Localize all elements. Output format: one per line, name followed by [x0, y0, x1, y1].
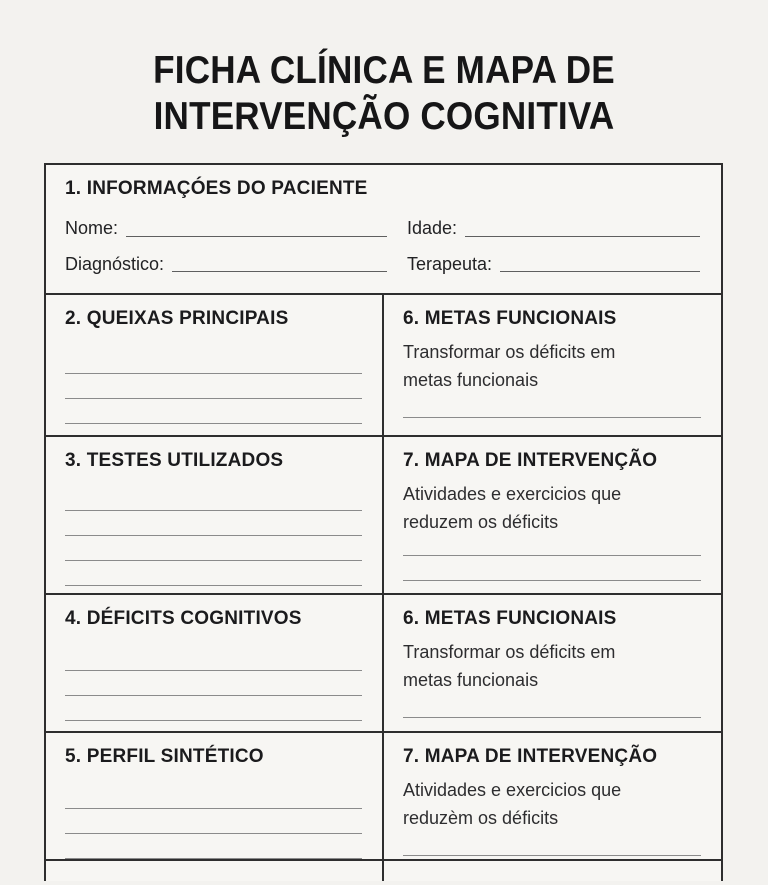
metas-1-description: Transformar os déficits em metas funcionais: [403, 342, 616, 390]
metas-2-description: Transformar os déficits em metas funcionais: [403, 642, 616, 690]
field-idade-blank: [465, 236, 700, 237]
clinical-form-table: [44, 163, 723, 881]
form-row-4: [46, 593, 721, 731]
field-terapeuta-label: Terapeuta:: [407, 253, 493, 274]
document-title-line2: INTERVENÇÃO COGNITIVA: [153, 95, 615, 139]
section-deficits-cognitivos: [46, 595, 384, 731]
section-queixas-principais: [46, 295, 384, 435]
form-row-3: [46, 435, 721, 593]
field-diagnostico: [65, 254, 387, 276]
form-row-2: [46, 293, 721, 435]
field-nome: [65, 218, 387, 240]
partial-cell-left: [46, 861, 384, 881]
deficits-heading: 4. DÉFICITS COGNITIVOS: [65, 608, 302, 629]
patient-info-heading: 1. INFORMAÇÓES DO PACIENTE: [65, 178, 368, 199]
mapa-2-write-lines: [403, 855, 701, 856]
field-idade: [407, 218, 700, 240]
field-nome-blank: [126, 236, 387, 237]
field-nome-label: Nome:: [65, 218, 119, 238]
metas-1-write-lines: [403, 417, 701, 418]
field-terapeuta: [407, 254, 700, 276]
testes-write-lines: [65, 510, 362, 586]
metas-2-write-lines: [403, 717, 701, 718]
partial-cell-right: [384, 861, 721, 881]
field-diagnostico-label: Diagnóstico:: [65, 253, 165, 274]
document-title-line1: FICHA CLÍNICA E MAPA DE: [153, 49, 615, 92]
mapa-1-heading: 7. MAPA DE INTERVENÇÃO: [403, 450, 658, 471]
perfil-heading: 5. PERFIL SINTÉTICO: [65, 746, 264, 767]
section-patient-info: [46, 165, 721, 293]
metas-2-heading: 6. METAS FUNCIONAIS: [403, 608, 617, 629]
form-row-6-partial: [46, 859, 721, 881]
field-terapeuta-blank: [500, 271, 700, 272]
mapa-1-description: Atividades e exercicios que reduzem os déficits: [403, 484, 622, 532]
queixas-heading: 2. QUEIXAS PRINCIPAIS: [65, 308, 289, 329]
mapa-2-description: Atividades e exercicios que reduzèm os déficits: [403, 780, 622, 828]
document-title: [38, 48, 729, 140]
section-mapa-intervencao-1: [384, 437, 721, 593]
queixas-write-lines: [65, 373, 362, 424]
mapa-2-heading: 7. MAPA DE INTERVENÇÃO: [403, 746, 658, 767]
form-row-5: [46, 731, 721, 859]
mapa-1-write-lines: [403, 555, 701, 581]
metas-1-heading: 6. METAS FUNCIONAIS: [403, 308, 617, 329]
perfil-write-lines: [65, 808, 362, 859]
patient-info-fields: [65, 218, 701, 275]
section-metas-funcionais-1: [384, 295, 721, 435]
field-diagnostico-blank: [172, 271, 387, 272]
section-metas-funcionais-2: [384, 595, 721, 731]
deficits-write-lines: [65, 670, 362, 721]
section-testes-utilizados: [46, 437, 384, 593]
testes-heading: 3. TESTES UTILIZADOS: [65, 450, 284, 471]
field-idade-label: Idade:: [407, 218, 458, 238]
section-perfil-sintetico: [46, 733, 384, 859]
section-mapa-intervencao-2: [384, 733, 721, 859]
